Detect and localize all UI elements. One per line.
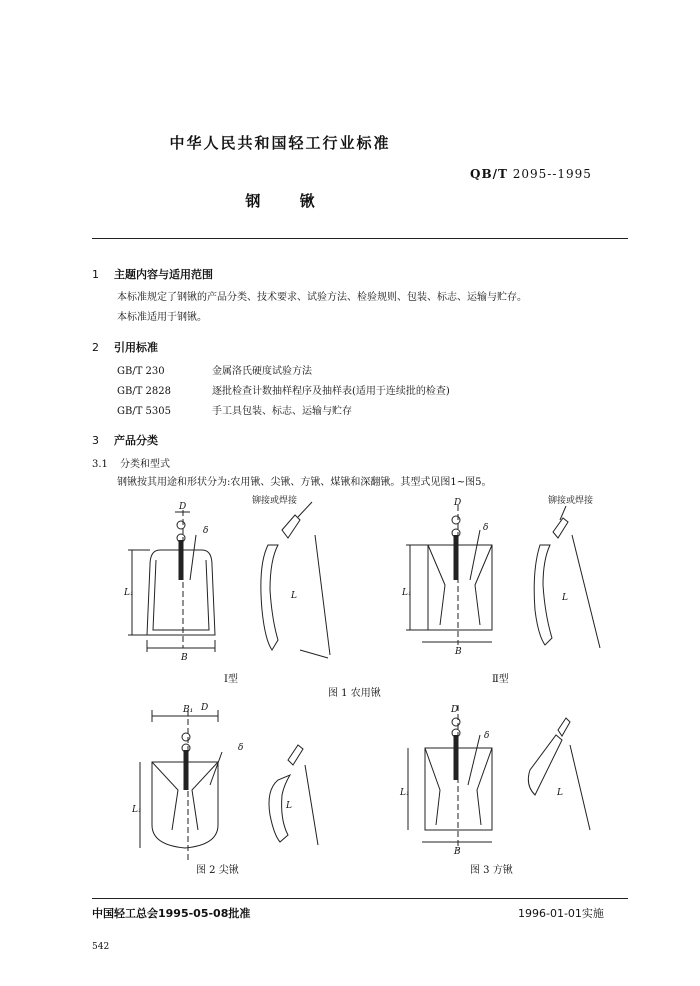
fig1-type1-label: Ⅰ型 <box>224 674 238 685</box>
subsection-3-1-heading <box>92 458 170 472</box>
dim-b-label: B <box>454 847 461 857</box>
fig1-caption: 图 1 农用锹 <box>328 688 381 699</box>
section-1-heading <box>92 266 213 282</box>
reference-text: 金属洛氏硬度试验方法 <box>212 366 312 377</box>
dim-l1-label: L₁ <box>132 805 142 815</box>
fig2-side-view <box>269 745 318 845</box>
reference-code: GB/T 5305 <box>117 406 172 417</box>
dim-delta-label: δ <box>484 731 490 741</box>
fig2-front-view <box>140 710 222 862</box>
reference-code: GB/T 2828 <box>117 386 172 397</box>
section-title: 引用标准 <box>114 341 158 354</box>
footer-divider <box>92 898 628 899</box>
dim-l1-label: L₁ <box>402 588 412 598</box>
weld-label: 铆接或焊接 <box>548 496 594 506</box>
subsection-number: 3.1 <box>92 459 108 470</box>
header-divider <box>92 238 628 239</box>
section-number: 1 <box>92 268 99 281</box>
fig3-caption: 图 3 方锹 <box>470 865 513 876</box>
fig3-front-view <box>408 705 492 850</box>
reference-item <box>117 385 450 399</box>
page-number: 542 <box>92 942 110 952</box>
section-3-heading <box>92 432 158 448</box>
dim-delta-label: δ <box>238 743 244 753</box>
dim-d-label: D <box>454 498 462 508</box>
dim-l-label: L <box>557 788 563 798</box>
section-number: 2 <box>92 341 99 354</box>
fig1-type1-front-view <box>128 510 215 652</box>
section-1-paragraph-2: 本标准适用于钢锹。 <box>117 312 207 323</box>
fig1-type2-side-view <box>534 506 600 648</box>
reference-text: 逐批检查计数抽样程序及抽样表(适用于连续批的检查) <box>212 386 450 397</box>
dim-b1-label: B₁ <box>183 705 194 715</box>
weld-label: 铆接或焊接 <box>252 496 298 506</box>
dim-l-label: L <box>291 591 297 601</box>
dim-l-label: L <box>286 801 292 811</box>
reference-item <box>117 365 312 379</box>
subsection-3-1-text: 钢锹按其用途和形状分为:农用锹、尖锹、方锹、煤锹和深翻锹。其型式见图1~图5。 <box>117 477 492 488</box>
fig1-type2-front-view <box>406 505 492 645</box>
section-2-heading <box>92 339 158 355</box>
reference-item <box>117 405 352 419</box>
dim-b-label: B <box>181 653 188 663</box>
reference-code: GB/T 230 <box>117 366 165 377</box>
standard-code-prefix: QB/T <box>470 167 508 181</box>
dim-delta-label: δ <box>203 526 209 536</box>
fig2-caption: 图 2 尖锹 <box>196 865 239 876</box>
dim-delta-label: δ <box>483 523 489 533</box>
section-1-paragraph-1: 本标准规定了钢锹的产品分类、技术要求、试验方法、检验规则、包装、标志、运输与贮存。 <box>117 292 527 303</box>
subsection-title: 分类和型式 <box>120 459 170 470</box>
standard-code <box>470 167 592 181</box>
standard-title: 中华人民共和国轻工行业标准 <box>169 134 391 152</box>
reference-text: 手工具包装、标志、运输与贮存 <box>212 406 352 417</box>
issuer-approval: 中国轻工总会1995-05-08批准 <box>92 907 251 920</box>
section-title: 主题内容与适用范围 <box>114 268 213 281</box>
fig1-type1-side-view <box>261 502 330 658</box>
fig3-side-view <box>528 718 590 830</box>
dim-d-label: D <box>201 703 209 713</box>
dim-l1-label: L₁ <box>124 588 134 598</box>
figures-drawing <box>0 490 700 890</box>
dim-l1-label: L₁ <box>400 788 410 798</box>
section-title: 产品分类 <box>114 434 158 447</box>
effective-date: 1996-01-01实施 <box>518 907 604 920</box>
standard-code-number: 2095--1995 <box>512 167 592 181</box>
dim-d-label: D <box>451 705 459 715</box>
document-title: 钢 锹 <box>245 192 315 210</box>
dim-d-label: D <box>179 502 187 512</box>
dim-l-label: L <box>562 593 568 603</box>
dim-b-label: B <box>455 647 462 657</box>
fig1-type2-label: Ⅱ型 <box>492 674 509 685</box>
section-number: 3 <box>92 434 99 447</box>
